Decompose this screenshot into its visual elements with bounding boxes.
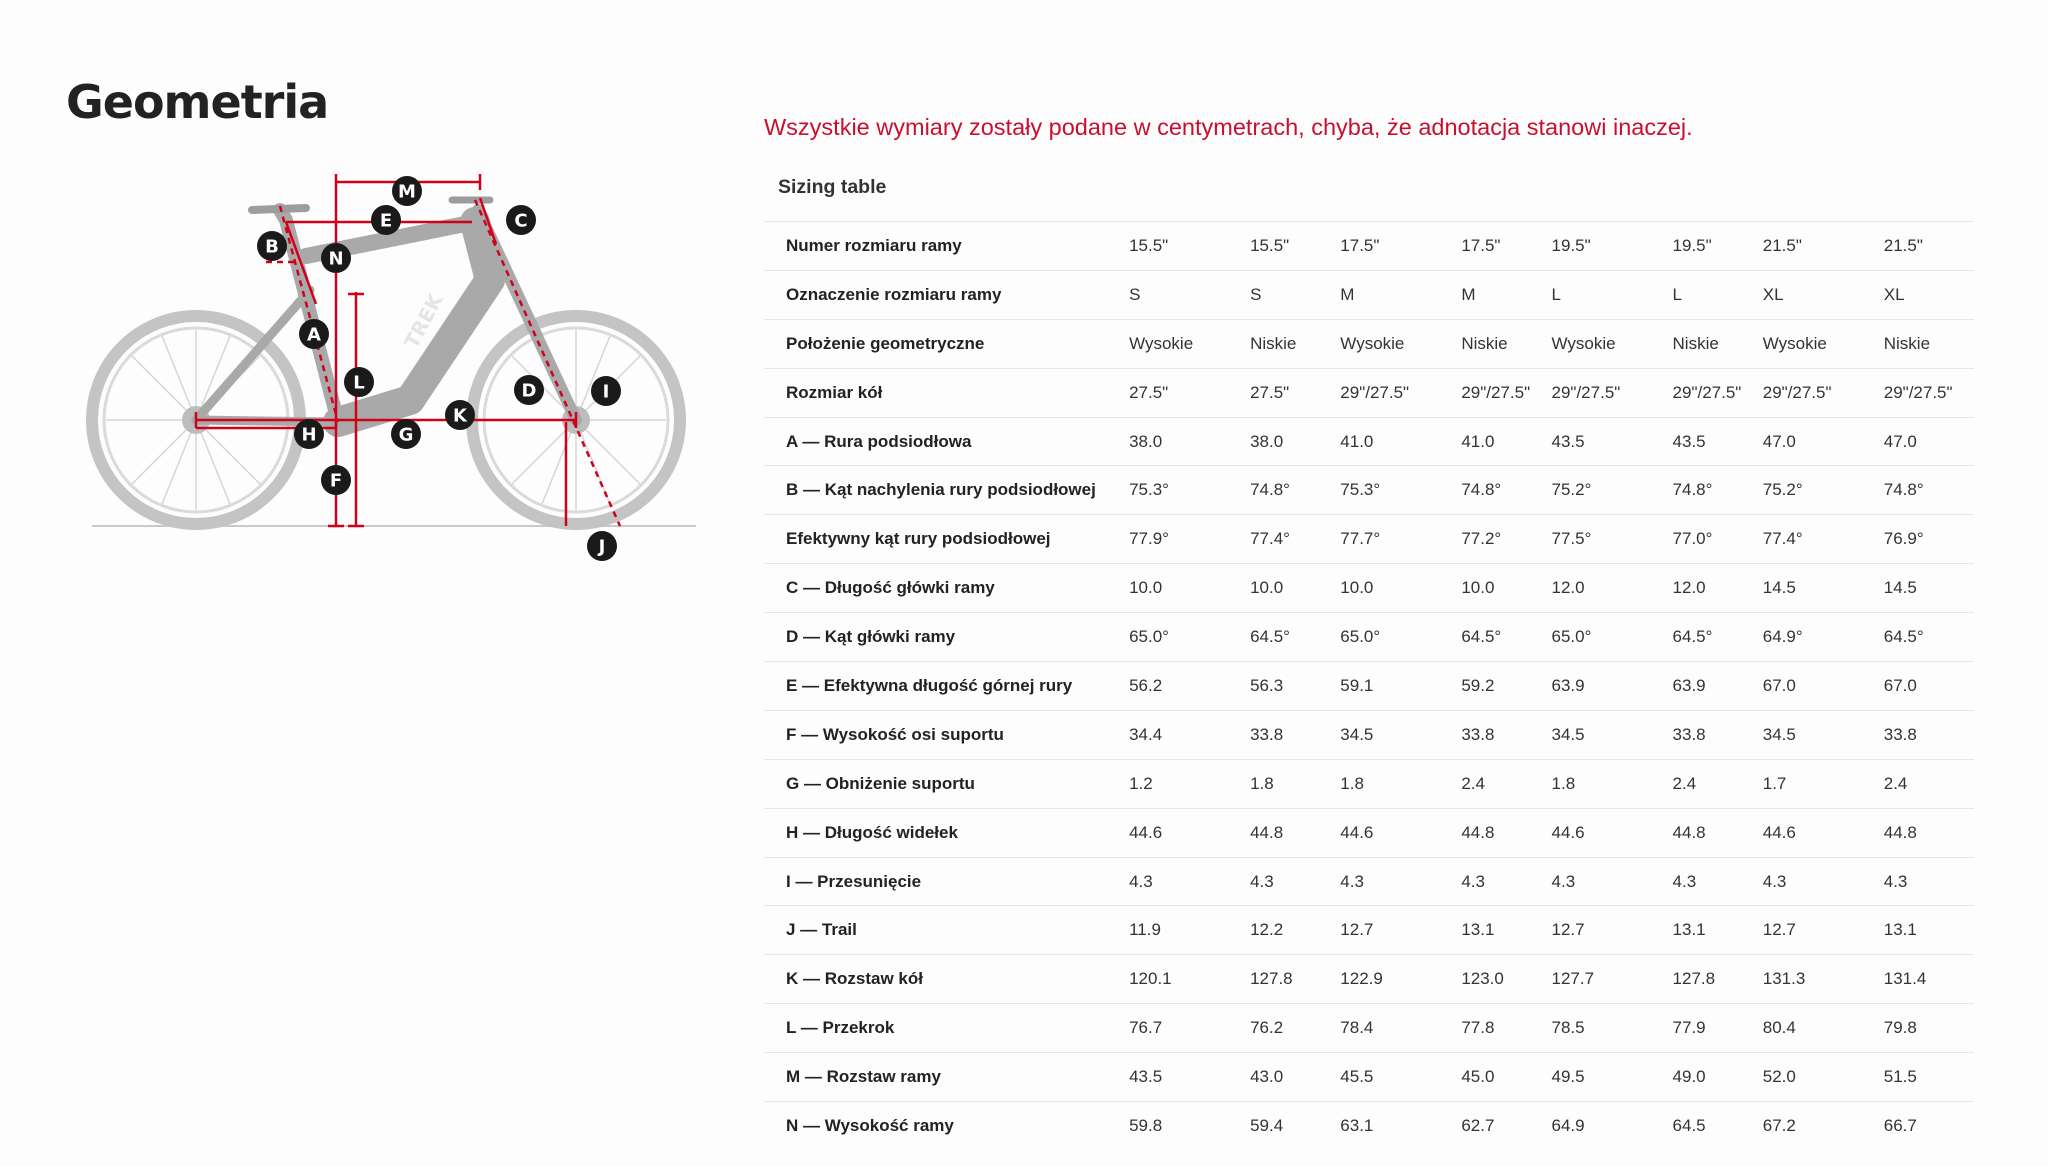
table-cell: 44.8 <box>1461 822 1495 842</box>
table-cell: 2.4 <box>1883 773 1908 793</box>
table-cell: 33.8 <box>1672 724 1706 744</box>
table-caption: Sizing table <box>778 176 887 198</box>
table-cell: 17.5" <box>1340 235 1380 255</box>
marker-c-icon <box>506 205 536 235</box>
row-label: N — Wysokość ramy <box>786 1116 954 1136</box>
units-note: Wszystkie wymiary zostały podane w centymetrach, chyba, że adnotacja stanowi inaczej. <box>764 114 1693 140</box>
table-row <box>764 759 1974 808</box>
svg-text:C: C <box>514 210 528 232</box>
table-cell: 77.9° <box>1129 529 1169 549</box>
row-label: Położenie geometryczne <box>786 333 985 353</box>
table-cell: 59.1 <box>1340 675 1374 695</box>
marker-m-icon <box>392 176 422 206</box>
table-row <box>764 906 1974 955</box>
table-cell: Wysokie <box>1340 333 1405 353</box>
table-cell: 74.8° <box>1883 480 1924 500</box>
table-row <box>764 1053 1974 1102</box>
svg-text:M: M <box>398 181 416 203</box>
table-cell: L <box>1551 284 1561 304</box>
table-cell: 12.7 <box>1551 920 1585 940</box>
table-cell: 34.4 <box>1129 724 1163 744</box>
svg-text:G: G <box>398 424 414 446</box>
svg-text:E: E <box>379 210 393 232</box>
marker-e-icon <box>371 205 401 235</box>
table-cell: 44.8 <box>1250 822 1284 842</box>
table-cell: 75.3° <box>1340 480 1381 500</box>
table-cell: 29"/27.5" <box>1672 382 1742 402</box>
row-label: I — Przesunięcie <box>786 871 922 891</box>
table-cell: 65.0° <box>1340 627 1381 647</box>
svg-text:J: J <box>598 536 606 558</box>
row-label: D — Kąt główki ramy <box>786 627 956 647</box>
marker-b-icon <box>257 231 287 261</box>
table-cell: M <box>1461 284 1476 304</box>
table-row <box>764 319 1974 368</box>
table-cell: 59.2 <box>1461 675 1495 695</box>
table-cell: 14.5 <box>1762 578 1796 598</box>
table-cell: 131.3 <box>1762 969 1806 989</box>
marker-n-icon <box>321 243 351 273</box>
row-label: H — Długość widełek <box>786 822 958 842</box>
table-cell: 34.5 <box>1340 724 1374 744</box>
table-cell: 29"/27.5" <box>1551 382 1621 402</box>
table-cell: 33.8 <box>1883 724 1917 744</box>
table-cell: 4.3 <box>1129 871 1153 891</box>
page-title: Geometria <box>66 74 329 129</box>
row-label: M — Rozstaw ramy <box>786 1067 941 1087</box>
table-cell: 13.1 <box>1883 920 1917 940</box>
table-cell: 4.3 <box>1551 871 1576 891</box>
table-cell: 122.9 <box>1340 969 1383 989</box>
table-cell: 77.9 <box>1672 1018 1706 1038</box>
table-cell: 76.7 <box>1129 1018 1163 1038</box>
table-row <box>764 710 1974 759</box>
table-cell: 77.2° <box>1461 529 1502 549</box>
row-label: L — Przekrok <box>786 1018 895 1038</box>
table-cell: 77.4° <box>1762 529 1803 549</box>
table-cell: 75.3° <box>1129 480 1169 500</box>
table-cell: 21.5" <box>1762 235 1802 255</box>
table-cell: 67.0 <box>1883 675 1917 695</box>
table-cell: 127.8 <box>1250 969 1293 989</box>
table-row <box>764 857 1974 906</box>
table-cell: 75.2° <box>1762 480 1803 500</box>
table-cell: Niskie <box>1461 333 1508 353</box>
table-cell: 78.4 <box>1340 1018 1374 1038</box>
table-cell: 1.8 <box>1551 773 1576 793</box>
table-cell: 10.0 <box>1129 578 1163 598</box>
table-row <box>764 564 1974 613</box>
table-cell: 41.0 <box>1340 431 1374 451</box>
table-row <box>764 368 1974 417</box>
table-cell: 12.7 <box>1340 920 1374 940</box>
marker-k-icon <box>445 400 475 430</box>
table-row <box>764 515 1974 564</box>
table-cell: 4.3 <box>1250 871 1274 891</box>
table-cell: 45.5 <box>1340 1067 1374 1087</box>
svg-text:H: H <box>301 424 317 446</box>
table-cell: S <box>1250 284 1262 304</box>
table-cell: 120.1 <box>1129 969 1172 989</box>
table-cell: 77.7° <box>1340 529 1381 549</box>
marker-h-icon <box>294 419 324 449</box>
svg-text:K: K <box>453 405 467 427</box>
table-cell: 41.0 <box>1461 431 1495 451</box>
table-cell: 12.7 <box>1762 920 1796 940</box>
table-cell: 1.7 <box>1762 773 1787 793</box>
table-cell: XL <box>1762 284 1784 304</box>
table-cell: 44.6 <box>1129 822 1163 842</box>
table-cell: 34.5 <box>1762 724 1796 744</box>
table-cell: Niskie <box>1672 333 1719 353</box>
row-label: G — Obniżenie suportu <box>786 773 975 793</box>
table-cell: 38.0 <box>1250 431 1284 451</box>
table-cell: 15.5" <box>1129 235 1169 255</box>
row-label: Efektywny kąt rury podsiodłowej <box>786 529 1051 549</box>
table-cell: 64.5° <box>1883 627 1924 647</box>
table-row <box>764 270 1974 319</box>
table-cell: Niskie <box>1883 333 1931 353</box>
table-cell: 19.5" <box>1672 235 1712 255</box>
table-cell: 63.1 <box>1340 1116 1374 1136</box>
table-cell: 2.4 <box>1672 773 1697 793</box>
table-cell: 34.5 <box>1551 724 1585 744</box>
table-cell: Niskie <box>1250 333 1297 353</box>
table-cell: 43.5 <box>1129 1067 1163 1087</box>
table-cell: 19.5" <box>1551 235 1591 255</box>
table-cell: 56.2 <box>1129 675 1163 695</box>
table-row <box>764 662 1974 711</box>
table-cell: 47.0 <box>1883 431 1917 451</box>
table-cell: 29"/27.5" <box>1461 382 1531 402</box>
table-cell: 67.2 <box>1762 1116 1796 1136</box>
brand-logo: TREK <box>399 289 448 353</box>
table-cell: 44.8 <box>1672 822 1706 842</box>
row-label: B — Kąt nachylenia rury podsiodłowej <box>786 480 1096 500</box>
svg-text:D: D <box>521 380 537 402</box>
table-cell: 63.9 <box>1672 675 1706 695</box>
svg-text:B: B <box>265 236 279 258</box>
table-cell: 76.9° <box>1883 529 1924 549</box>
table-cell: 76.2 <box>1250 1018 1284 1038</box>
table-cell: 4.3 <box>1672 871 1697 891</box>
table-cell: 127.8 <box>1672 969 1716 989</box>
table-cell: 66.7 <box>1883 1116 1917 1136</box>
table-cell: 77.4° <box>1250 529 1290 549</box>
table-row <box>764 417 1974 466</box>
table-cell: 15.5" <box>1250 235 1290 255</box>
table-cell: 64.5° <box>1461 627 1502 647</box>
row-label: J — Trail <box>786 920 857 940</box>
table-cell: 49.0 <box>1672 1067 1706 1087</box>
table-cell: 123.0 <box>1461 969 1504 989</box>
table-cell: S <box>1129 284 1141 304</box>
marker-d-icon <box>514 375 544 405</box>
table-cell: 44.6 <box>1762 822 1796 842</box>
table-cell: 52.0 <box>1762 1067 1796 1087</box>
table-cell: 79.8 <box>1883 1018 1917 1038</box>
table-cell: 2.4 <box>1461 773 1485 793</box>
table-cell: 10.0 <box>1250 578 1284 598</box>
table-cell: 12.2 <box>1250 920 1284 940</box>
table-cell: 77.8 <box>1461 1018 1495 1038</box>
table-cell: 1.2 <box>1129 773 1153 793</box>
marker-f-icon <box>321 465 351 495</box>
svg-text:L: L <box>353 372 365 394</box>
table-cell: 33.8 <box>1461 724 1495 744</box>
marker-i-icon <box>591 376 621 406</box>
table-cell: 77.5° <box>1551 529 1592 549</box>
table-cell: XL <box>1883 284 1905 304</box>
table-cell: 44.6 <box>1551 822 1585 842</box>
table-cell: 47.0 <box>1762 431 1796 451</box>
table-cell: 29"/27.5" <box>1762 382 1832 402</box>
table-cell: 13.1 <box>1672 920 1706 940</box>
table-cell: 64.5° <box>1250 627 1290 647</box>
bike-geometry-icon <box>80 170 720 580</box>
row-label: K — Rozstaw kół <box>786 969 923 989</box>
table-cell: 38.0 <box>1129 431 1163 451</box>
svg-text:F: F <box>329 470 343 492</box>
table-cell: 44.6 <box>1340 822 1374 842</box>
table-row <box>764 613 1974 662</box>
table-cell: 21.5" <box>1883 235 1923 255</box>
table-row <box>764 808 1974 857</box>
table-cell: 67.0 <box>1762 675 1796 695</box>
row-label: F — Wysokość osi suportu <box>786 724 1004 744</box>
table-cell: 12.0 <box>1672 578 1706 598</box>
table-cell: 17.5" <box>1461 235 1501 255</box>
table-cell: 64.9 <box>1551 1116 1585 1136</box>
table-cell: L <box>1672 284 1682 304</box>
table-cell: 59.4 <box>1250 1116 1284 1136</box>
table-cell: 74.8° <box>1250 480 1290 500</box>
table-cell: 27.5" <box>1250 382 1290 402</box>
table-cell: 1.8 <box>1340 773 1364 793</box>
table-cell: 4.3 <box>1883 871 1908 891</box>
table-cell: 64.9° <box>1762 627 1803 647</box>
table-cell: 74.8° <box>1672 480 1713 500</box>
marker-g-icon <box>391 419 421 449</box>
table-cell: 1.8 <box>1250 773 1274 793</box>
row-label: C — Długość główki ramy <box>786 578 995 598</box>
bike-geometry-diagram <box>80 170 720 580</box>
table-cell: 51.5 <box>1883 1067 1917 1087</box>
table-cell: 75.2° <box>1551 480 1592 500</box>
table-cell: 27.5" <box>1129 382 1169 402</box>
table-cell: 78.5 <box>1551 1018 1585 1038</box>
table-cell: 29"/27.5" <box>1883 382 1953 402</box>
svg-text:N: N <box>328 248 344 270</box>
table-cell: 64.5 <box>1672 1116 1706 1136</box>
table-cell: 43.0 <box>1250 1067 1284 1087</box>
table-cell: 45.0 <box>1461 1067 1495 1087</box>
table-cell: 65.0° <box>1551 627 1592 647</box>
table-cell: M <box>1340 284 1355 304</box>
table-cell: 11.9 <box>1129 920 1161 940</box>
table-cell: 43.5 <box>1551 431 1585 451</box>
table-row <box>764 466 1974 515</box>
sizing-table <box>764 221 1974 1150</box>
row-label: Rozmiar kół <box>786 382 883 402</box>
table-cell: 63.9 <box>1551 675 1585 695</box>
row-label: Oznaczenie rozmiaru ramy <box>786 284 1002 304</box>
row-label: E — Efektywna długość górnej rury <box>786 675 1073 695</box>
table-cell: 127.7 <box>1551 969 1595 989</box>
marker-l-icon <box>344 367 374 397</box>
table-cell: 44.8 <box>1883 822 1917 842</box>
marker-a-icon <box>299 319 329 349</box>
table-cell: 49.5 <box>1551 1067 1585 1087</box>
table-cell: Wysokie <box>1762 333 1827 353</box>
table-cell: 64.5° <box>1672 627 1713 647</box>
table-cell: 65.0° <box>1129 627 1169 647</box>
table-cell: 33.8 <box>1250 724 1284 744</box>
table-cell: 43.5 <box>1672 431 1706 451</box>
row-label: A — Rura podsiodłowa <box>786 431 972 451</box>
table-cell: 13.1 <box>1461 920 1495 940</box>
table-cell: 29"/27.5" <box>1340 382 1410 402</box>
table-cell: 56.3 <box>1250 675 1284 695</box>
svg-text:I: I <box>602 381 610 403</box>
table-cell: 59.8 <box>1129 1116 1163 1136</box>
table-cell: 74.8° <box>1461 480 1502 500</box>
table-cell: Wysokie <box>1129 333 1194 353</box>
table-row <box>764 955 1974 1004</box>
table-cell: 14.5 <box>1883 578 1917 598</box>
table-cell: 10.0 <box>1461 578 1495 598</box>
table-cell: 4.3 <box>1340 871 1364 891</box>
row-label: Numer rozmiaru ramy <box>786 235 962 255</box>
marker-j-icon <box>587 531 617 561</box>
table-cell: 80.4 <box>1762 1018 1796 1038</box>
table-row <box>764 1004 1974 1053</box>
table-cell: 77.0° <box>1672 529 1713 549</box>
table-cell: Wysokie <box>1551 333 1616 353</box>
table-cell: 10.0 <box>1340 578 1374 598</box>
table-cell: 131.4 <box>1883 969 1927 989</box>
table-cell: 12.0 <box>1551 578 1585 598</box>
table-row <box>764 222 1974 271</box>
table-cell: 4.3 <box>1762 871 1787 891</box>
table-cell: 62.7 <box>1461 1116 1495 1136</box>
table-row <box>764 1102 1974 1151</box>
table-cell: 4.3 <box>1461 871 1485 891</box>
svg-text:A: A <box>307 324 321 346</box>
